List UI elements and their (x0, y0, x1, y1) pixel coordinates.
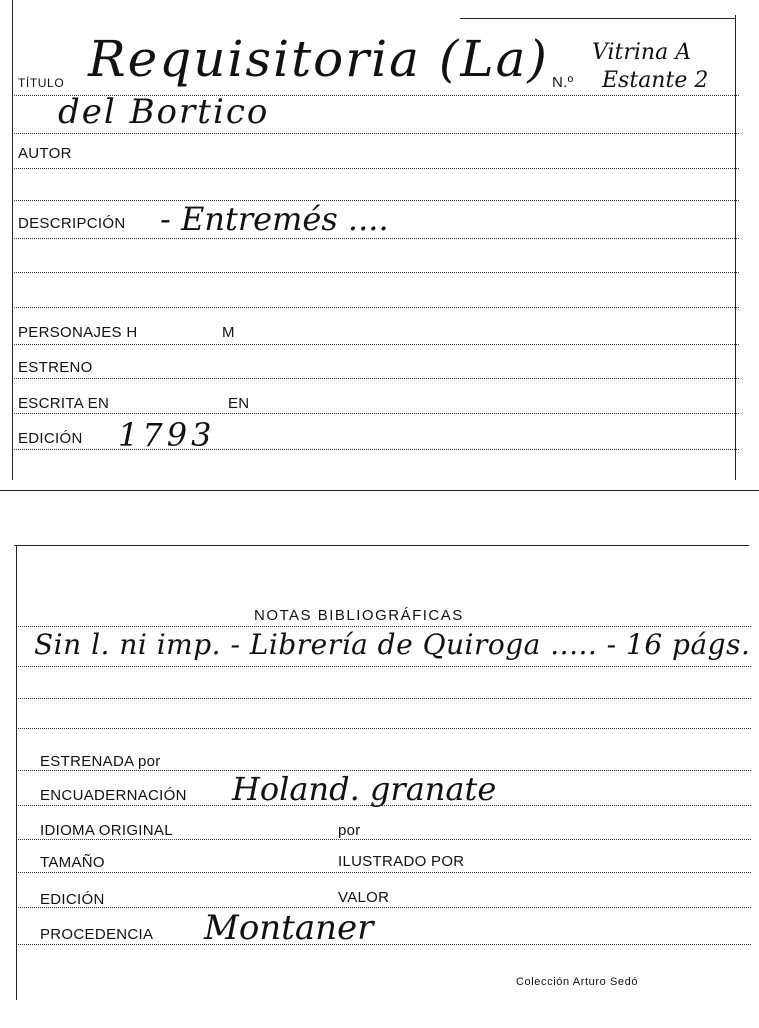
row-line (14, 133, 739, 134)
row-line (18, 728, 751, 729)
card-top-rule (14, 545, 749, 546)
edicion-value: 1793 (118, 416, 216, 454)
personajes-label: PERSONAJES H (18, 324, 138, 341)
row-line (18, 944, 751, 945)
numero-value: Vitrina A (592, 40, 692, 65)
escrita-en-label: EN (228, 395, 250, 412)
titulo-label: TÍTULO (18, 76, 65, 90)
idioma-por-label: por (338, 822, 361, 839)
escrita-label: ESCRITA EN (18, 395, 110, 412)
row-line (18, 805, 751, 806)
catalog-card-bottom (0, 540, 759, 1010)
procedencia-label: PROCEDENCIA (40, 926, 154, 943)
row-line (14, 413, 739, 414)
notas-value: Sin l. ni imp. - Librería de Quiroga ..... - 16 págs. (34, 628, 751, 661)
row-line (18, 872, 751, 873)
tamano-label: TAMAÑO (40, 854, 105, 871)
row-line (18, 666, 751, 667)
personajes-m-label: M (222, 324, 235, 341)
row-line (18, 698, 751, 699)
coleccion-label: Colección Arturo Sedó (516, 976, 639, 988)
numero-label: N.º (552, 74, 574, 91)
row-line (14, 238, 739, 239)
edicion-label: EDICIÓN (40, 891, 105, 908)
estrenada-label: ESTRENADA por (40, 753, 161, 770)
card-right-border (735, 15, 736, 480)
row-line (14, 378, 739, 379)
encuadernacion-value: Holand. granate (232, 770, 497, 808)
numero-value-continued: Estante 2 (602, 68, 709, 93)
valor-label: VALOR (338, 889, 390, 906)
idioma-label: IDIOMA ORIGINAL (40, 822, 173, 839)
descripcion-label: DESCRIPCIÓN (18, 215, 126, 232)
titulo-value: Requisitoria (La) (88, 30, 549, 88)
ilustrado-label: ILUSTRADO POR (338, 853, 465, 870)
row-line (14, 344, 739, 345)
procedencia-value: Montaner (204, 908, 374, 948)
catalog-card-top (0, 0, 759, 500)
notas-heading: NOTAS BIBLIOGRÁFICAS (254, 607, 464, 624)
card-left-border (12, 0, 13, 480)
row-line (14, 168, 739, 169)
row-line (14, 307, 739, 308)
autor-label: AUTOR (18, 145, 72, 162)
card-top-rule (460, 18, 735, 19)
row-line (18, 839, 751, 840)
descripcion-value: - Entremés .... (160, 200, 389, 238)
edicion-label: EDICIÓN (18, 430, 83, 447)
row-line (18, 907, 751, 908)
encuadernacion-label: ENCUADERNACIÓN (40, 787, 187, 804)
row-line (18, 626, 751, 627)
titulo-value-continued: del Bortico (58, 92, 270, 132)
estreno-label: ESTRENO (18, 359, 93, 376)
card-bottom-edge (0, 490, 759, 491)
card-left-border (16, 545, 17, 1000)
row-line (14, 272, 739, 273)
